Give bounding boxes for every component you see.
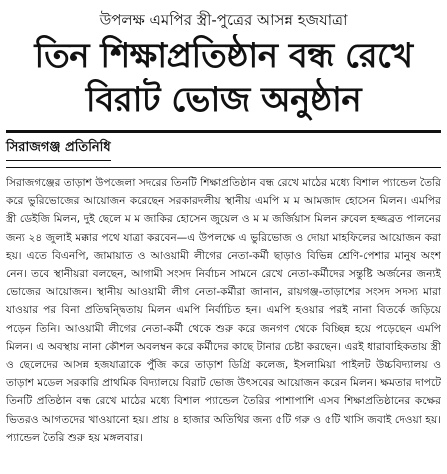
article-body: সিরাজগঞ্জের তাড়াশ উপজেলা সদরের তিনটি শিক্ষাপ্রতিষ্ঠান বন্ধ রেখে মাঠের মধ্যে বিশাল প্যান্ডেল তৈরি করে ভুরিভোজের আয়োজন করেছেন সরকারদলীয় স্থানীয় এমপি ম ম আমজাদ হোসেন মিলন। এমপির স্ত্রী ডেইজি মিলন, দুই ছেলে ম ম জাকির হোসেন জুয়েল ও ম ম জর্জিয়াস মিলন রুবেল হজ্জব্রত পালনের জন্য ২৪ জুলাই মক্কার পথে যাত্রা করবেন—এ উপলক্ষে এ ভুরিভোজ ও দোয়া মাহফিলের আয়োজন করা হয়। এতে বিএনপি, জামায়াত ও আওয়ামী লীগের নেতা-কর্মী ছাড়াও বিভিন্ন শ্রেণি-পেশার মানুষ অংশ নেন। তবে স্থানীয়রা বলছেন, আগামী সংসদ নির্বাচন সামনে রেখে নেতা-কর্মীদের সন্তুষ্টি অর্জনের জন্যই ভোজের আয়োজন। স্থানীয় আওয়ামী লীগ নেতা-কর্মীরা জানান, রায়গঞ্জ-তাড়াশের সংসদ সদস্য মারা যাওয়ার পর বিনা প্রতিদ্বন্দ্বিতায় মিলন এমপি নির্বাচিত হন। এমপি হওয়ার পরই নানা বিতর্কে জড়িয়ে পড়েন তিনি। আওয়ামী লীগের নেতা-কর্মী থেকে শুরু করে জনগণ থেকে বিচ্ছিন্ন হয়ে পড়েছেন এমপি মিলন। এ অবস্থায় নানা কৌশল অবলম্বন করে কর্মীদের কাছে টানার চেষ্টা করছেন। এরই ধারাবাহিকতায় স্ত্রী ও ছেলেদের আসন্ন হজযাত্রাকে পুঁজি করে তাড়াশ ডিগ্রি কলেজ, ইসলামিয়া পাইলট উচ্চবিদ্যালয় ও তাড়াশ মডেল সরকারি প্রাথমিক বিদ্যালয়ে বিরাট ভোজ উৎসবের আয়োজন করেন মিলন। ক্ষমতার দাপটে তিনটি প্রতিষ্ঠান বন্ধ রেখে মাঠের মধ্যে বিশাল প্যান্ডেল তৈরির পাশাপাশি এসব শিক্ষাপ্রতিষ্ঠানের কক্ষের ভিতরও আগতদের খাওয়ানো হয়। প্রায় ৪ হাজার অতিথির জন্য ৫টি গরু ও ৫টি খাসি জবাই দেওয়া হয়। প্যান্ডেল তৈরি শুরু হয় মঙ্গলবার। — [6, 177, 441, 444]
byline-divider — [6, 167, 441, 168]
byline: সিরাজগঞ্জ প্রতিনিধি — [6, 139, 111, 161]
headline-line-2: বিরাট ভোজ অনুষ্ঠান — [85, 80, 362, 120]
headline-line-1: তিন শিক্ষাপ্রতিষ্ঠান বন্ধ রেখে — [34, 36, 413, 76]
byline-row — [6, 133, 441, 161]
kicker-line: উপলক্ষ এমপির স্ত্রী-পুত্রের আসন্ন হজযাত্রা — [99, 11, 348, 29]
